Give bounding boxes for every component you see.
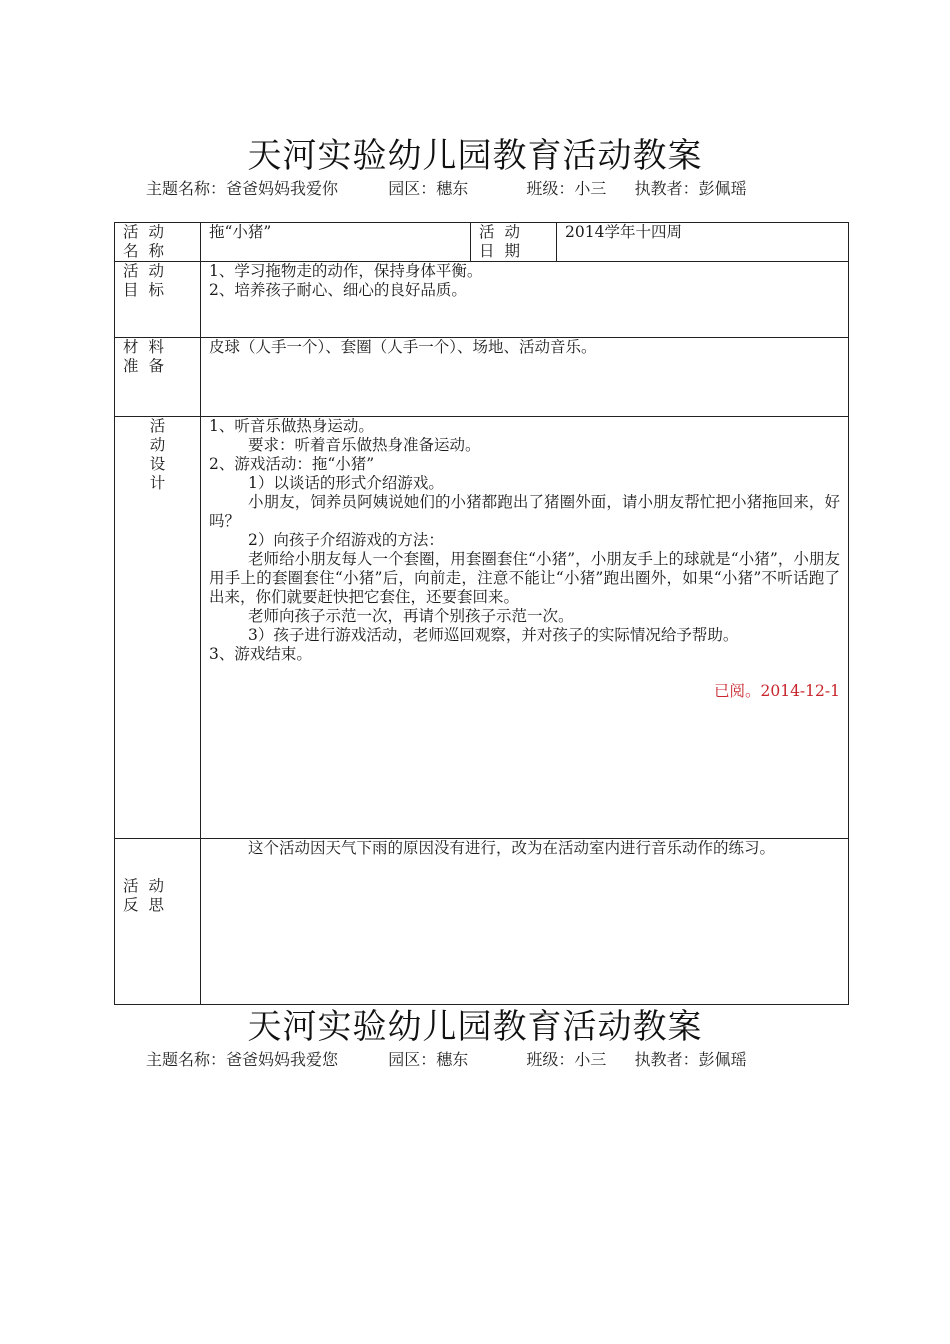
design-label: [115, 417, 201, 839]
page-title: 天河实验幼儿园教育活动教案: [247, 136, 703, 176]
class-name-2: 班级：小三: [526, 1050, 607, 1069]
design-label-char: 设: [149, 455, 166, 473]
row-materials: [115, 338, 849, 417]
design-line: 老师给小朋友每人一个套圈，用套圈套住“小猪”，小朋友手上的球就是“小猪”，小朋友用手上的套圈套住“小猪”后，向前走，注意不能让“小猪”跑出圈外，如果“小猪”不听话跑了出来，你们就要赶快把它套住，还要套回来。: [209, 550, 840, 606]
design-line: 1）以谈话的形式介绍游戏。: [248, 474, 444, 492]
materials-label: 材料准备: [115, 338, 201, 417]
theme-name: 主题名称：爸爸妈妈我爱你: [146, 179, 339, 198]
theme-name-2: 主题名称：爸爸妈妈我爱您: [146, 1050, 339, 1069]
design-label-char: 活: [149, 417, 166, 435]
goals-value: [201, 262, 849, 338]
activity-date-value: 2014学年十四周: [557, 223, 849, 262]
class-name: 班级：小三: [526, 179, 607, 198]
review-note: 已阅。2014-12-1: [713, 682, 840, 700]
lesson-plan-table: [114, 222, 849, 1005]
row-design: [115, 417, 849, 839]
design-label-char: 动: [149, 436, 166, 454]
design-line: 小朋友，饲养员阿姨说她们的小猪都跑出了猪圈外面，请小朋友帮忙把小猪拖回来，好吗？: [209, 493, 840, 530]
design-line: 3）孩子进行游戏活动，老师巡回观察，并对孩子的实际情况给予帮助。: [248, 626, 739, 644]
design-line: 老师向孩子示范一次，再请个别孩子示范一次。: [248, 607, 574, 625]
design-line: 2、游戏活动：拖“小猪”: [209, 455, 375, 473]
materials-value: 皮球（人手一个）、套圈（人手一个）、场地、活动音乐。: [201, 338, 849, 417]
campus-name: 园区：穗东: [388, 179, 469, 198]
activity-name-label: 活动名称: [115, 223, 201, 262]
reflection-value: 这个活动因天气下雨的原因没有进行，改为在活动室内进行音乐动作的练习。: [201, 839, 849, 1005]
design-line: 2）向孩子介绍游戏的方法：: [248, 531, 444, 549]
reflection-label: 活动反思: [115, 839, 201, 1005]
goal-item: 1、学习拖物走的动作，保持身体平衡。: [209, 262, 483, 280]
design-line: 3、游戏结束。: [209, 645, 312, 663]
campus-name-2: 园区：穗东: [388, 1050, 469, 1069]
goals-label: 活动目标: [115, 262, 201, 338]
row-goals: [115, 262, 849, 338]
lesson-meta-2: [146, 1047, 747, 1070]
design-label-char: 计: [149, 474, 166, 492]
lesson-meta: [146, 176, 747, 199]
page-title-2: 天河实验幼儿园教育活动教案: [247, 1007, 703, 1047]
design-line: 1、听音乐做热身运动。: [209, 417, 374, 435]
teacher-name: 执教者：彭佩瑶: [634, 179, 747, 198]
row-reflection: [115, 839, 849, 1005]
design-line: 要求：听着音乐做热身准备运动。: [248, 436, 481, 454]
teacher-name-2: 执教者：彭佩瑶: [634, 1050, 747, 1069]
activity-date-label: 活动日期: [471, 223, 557, 262]
design-value: [201, 417, 849, 839]
activity-name-value: 拖“小猪”: [201, 223, 471, 262]
goal-item: 2、培养孩子耐心、细心的良好品质。: [209, 281, 467, 299]
row-activity-name: [115, 223, 849, 262]
